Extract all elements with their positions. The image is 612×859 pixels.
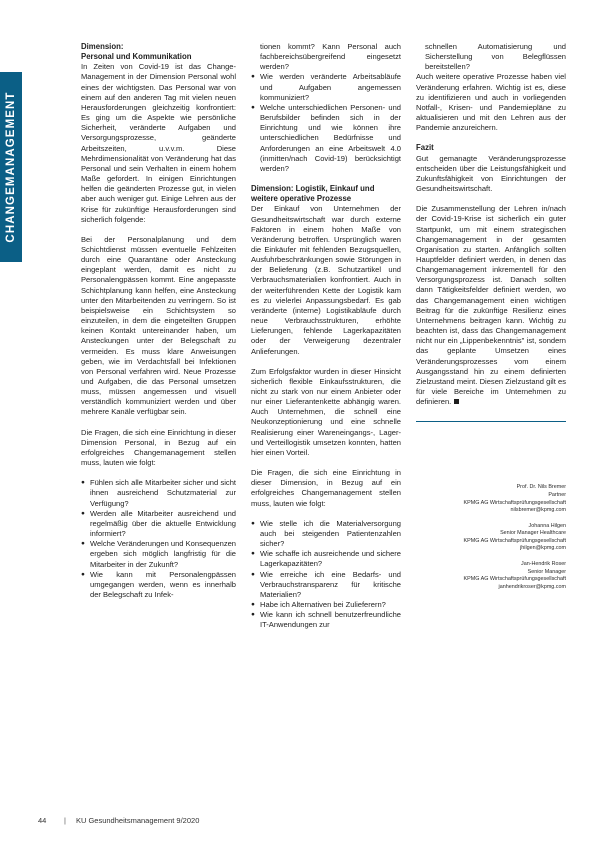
list-item: ● Habe ich Alternativen bei Zulieferern?	[251, 600, 401, 610]
author-role: Partner	[548, 491, 566, 498]
article-column-1	[81, 42, 236, 610]
list-item: ● Wie stelle ich die Materialversorgung auch bei steigenden Patientenzahlen sicher?	[251, 519, 401, 549]
article-column-3	[416, 42, 566, 599]
list-item: ● Wie werden veränderte Arbeitsabläufe und Aufgaben angemessen kommuniziert?	[251, 72, 401, 102]
author-email: jhilgen@kpmg.com	[520, 545, 566, 552]
paragraph: In Zeiten von Covid-19 ist das Change-Management in der Dimension Personal wohl eines der wichtigsten. Das Personal war von einem auf den anderen Tag mit vielen neuen Herausforderungen gleichzeitig konfrontiert: Es ging um die Aspekte wie persönliche Sicherheit, veränderte Aufgaben und Versorgungsprozesse, geänderte Arbeitszeiten, u.v.v.m. Diese Mehrdimensionalität von Veränderung hat das Personal und sein Verhalten in einem hohem Maße gefordert. In einigen Einrichtungen helfen die geänderten Prozesse gut, in vielen aber auch weniger gut. Einige Lehren aus der Krise für zukünftige Herausforderungen sind sicherlich folgende:	[81, 62, 236, 224]
author-block	[416, 561, 566, 591]
list-item: ● Fühlen sich alle Mitarbeiter sicher und sicht ihnen ausreichend Schutzmaterial zur Verfügung?	[81, 478, 236, 508]
author-email: nilsbremer@kpmg.com	[510, 507, 566, 514]
author-company: KPMG AG Wirtschaftsprüfungsgesellschaft	[463, 499, 566, 506]
list-item: ● Welche unterschiedlichen Personen- und Berufsbilder befinden sich in der Einrichtung und wie können ihre unterschiedlichen Bedürfnisse und Anforderungen an eine Arbeitswelt 4.0 (inmitten/nach Covid-19) berücksichtigt werden?	[251, 103, 401, 174]
section-heading-fazit: Fazit	[416, 143, 434, 153]
paragraph: Zum Erfolgsfaktor wurden in dieser Hinsicht sicherlich flexible Einkaufsstrukturen, die nicht zu stark von nur einem Anbieter oder nur einer Lieferantenkette abhängig waren. Auch Unternehmen, die schnell eine Neukonzeptionierung und eine schnelle Realisierung einer Wareneingangs-, Lager- und Verteillogistik umsetzen konnten, hatten hier einen Vorteil.	[251, 366, 401, 457]
paragraph: Auch weitere operative Prozesse haben viel Veränderung erfahren. Wichtig ist es, diese zu identifizieren und auch in vorliegenden Notfall-, Krisen- und Pandemiepläne zu aktualisieren und mit den Lehren aus der Pandemie anzureichern.	[416, 72, 566, 133]
author-email: janhendrikroser@kpmg.com	[498, 583, 566, 590]
author-name: Prof. Dr. Nils Bremer	[516, 484, 566, 491]
end-of-article-icon	[454, 399, 459, 404]
author-name: Jan-Hendrik Roser	[521, 561, 566, 568]
author-role: Senior Manager	[527, 568, 566, 575]
list-item: ● Wie schaffe ich ausreichende und sichere Lagerkapazitäten?	[251, 549, 401, 569]
paragraph-final-text: Die Zusammenstellung der Lehren in/nach der Covid-19-Krise ist sicherlich ein guter Startpunkt, um mit einem strategischen Changemanagement in der gesamten Organisation zu starten. Anfänglich sollten Hauptfelder definiert werden, in denen das Changemanagement inkrementell für den Versorgungsprozess ist. Danach sollten dann Tätigkeitsfelder definiert werden, wo das Changemanagement einen wichtigen Beitrag für die zukünftige Resilienz eines Unternehmens beitragen kann. Wichtig zu beachten ist, dass das Changemanagement nicht nur ein „Lippenbekenntnis" ist, sondern das geplante Umsetzen eines Veränderungsprozesses vom einem Ausgangsstand hin zu einem definierten Zielzustand meint. Diesen Zielzustand gilt es für viele Bereiche im Unternehmen zu definieren.	[416, 204, 566, 407]
paragraph: Gut gemanagte Veränderungsprozesse entscheiden über die Leistungsfähigkeit und Zukunftsfähigkeit von Einrichtungen der Gesundheitswirtschaft.	[416, 153, 566, 194]
footer-divider: |	[64, 816, 66, 825]
paragraph: Die Fragen, die sich eine Einrichtung in dieser Dimension Personal, in Bezug auf ein erfolgreiches Changemanagement stellen muss, lauten wie folgt:	[81, 427, 236, 468]
section-side-tab-label: CHANGEMANAGEMENT	[5, 91, 17, 243]
paragraph: Der Einkauf von Unternehmen der Gesundheitswirtschaft war durch externe Faktoren in einem hohen Maße von Veränderung betroffen. Ursprünglich waren die Einkäufer mit fehlenden Bezugsquellen, Ausfuhrbeschränkungen sowie Störungen in der Belieferung (z.B. Schutzartikel und Verbrauchsmaterialien konfrontiert. Auch in der weiterführenden Kette der Logistik kam es zu vielerlei Anpassungsbedarf. Es gab veränderte (interne) Logistikabläufe durch neue Verbrauchsstrukturen, erhöhte Lieferungen, fehlende Lagerkapazitäten oder der Verweigerung dezentraler Anlieferungen.	[251, 204, 401, 356]
question-list-logistik	[251, 519, 401, 631]
section-heading-personal-line2: Personal und Kommunikation	[81, 52, 192, 62]
paragraph-continuation: tionen kommt? Kann Personal auch fachbereichsübergreifend eingesetzt werden?	[260, 42, 401, 72]
paragraph: Die Fragen, die sich eine Einrichtung in dieser Dimension, in Bezug auf ein erfolgreiches Changemanagement stellen muss, lauten wie folgt:	[251, 468, 401, 508]
section-side-tab	[0, 72, 22, 262]
question-list-personal-continued	[251, 72, 401, 174]
list-item: ● Wie kann mit Personalengpässen umgegangen werden, wenn es innerhalb der Belegschaft zu Infek-	[81, 570, 236, 600]
page-footer	[38, 816, 199, 825]
paragraph-final	[416, 204, 566, 407]
author-block	[416, 523, 566, 553]
list-item: ● Welche Veränderungen und Konsequenzen ergeben sich möglich langfristig für die Mitarbeiter in der Zukunft?	[81, 539, 236, 569]
author-company: KPMG AG Wirtschaftsprüfungsgesellschaft	[463, 537, 566, 544]
author-company: KPMG AG Wirtschaftsprüfungsgesellschaft	[463, 576, 566, 583]
section-heading-logistik: Dimension: Logistik, Einkauf und weitere operative Prozesse	[251, 184, 375, 204]
publication-name: KU Gesundheitsmanagement 9/2020	[75, 816, 200, 825]
article-column-2	[251, 42, 401, 640]
paragraph-continuation: schnellen Automatisierung und Sicherstellung von Belegflüssen bereitstellen?	[425, 42, 566, 72]
list-item: ● Werden alle Mitarbeiter ausreichend und regelmäßig über die aktuelle Entwicklung informiert?	[81, 509, 236, 539]
page-number: 44	[38, 816, 47, 825]
list-item: ● Wie erreiche ich eine Bedarfs- und Verbrauchstransparenz für kritische Materialien?	[251, 570, 401, 600]
question-list-personal	[81, 478, 236, 600]
author-block	[416, 484, 566, 514]
section-heading-personal-line1: Dimension:	[81, 42, 124, 51]
author-name: Johanna Hilgen	[528, 522, 566, 529]
author-separator-line	[416, 421, 566, 422]
list-item: ● Wie kann ich schnell benutzerfreundliche IT-Anwendungen zur	[251, 610, 401, 630]
paragraph: Bei der Personalplanung und dem Schichtdienst müssen eventuelle Fehlzeiten durch eine Quarantäne oder Ansteckung eingeplant werden, damit es nicht zu Personalengpässen kommt. Eine angepasste Schichtplanung kann helfen, eine Ansteckung unter den Mitarbeitenden zu verringern. So ist beispielsweise ein Schichtsystem so einzuteilen, in dem die eingeteilten Gruppen keinen Kontakt untereinander haben, um Ansteckungen unter der Belegschaft zu vermeiden. Es muss klare Anweisungen geben, wie im Verdachtsfall bei Infektionen von Personal verfahren wird. Neue Prozesse und Aufgaben, die das Personal umsetzen muss, müssen angemessen und visuell verständlich kommuniziert werden und über mehrere Kanäle verfügbar sein.	[81, 234, 236, 417]
author-role: Senior Manager Healthcare	[500, 530, 566, 537]
